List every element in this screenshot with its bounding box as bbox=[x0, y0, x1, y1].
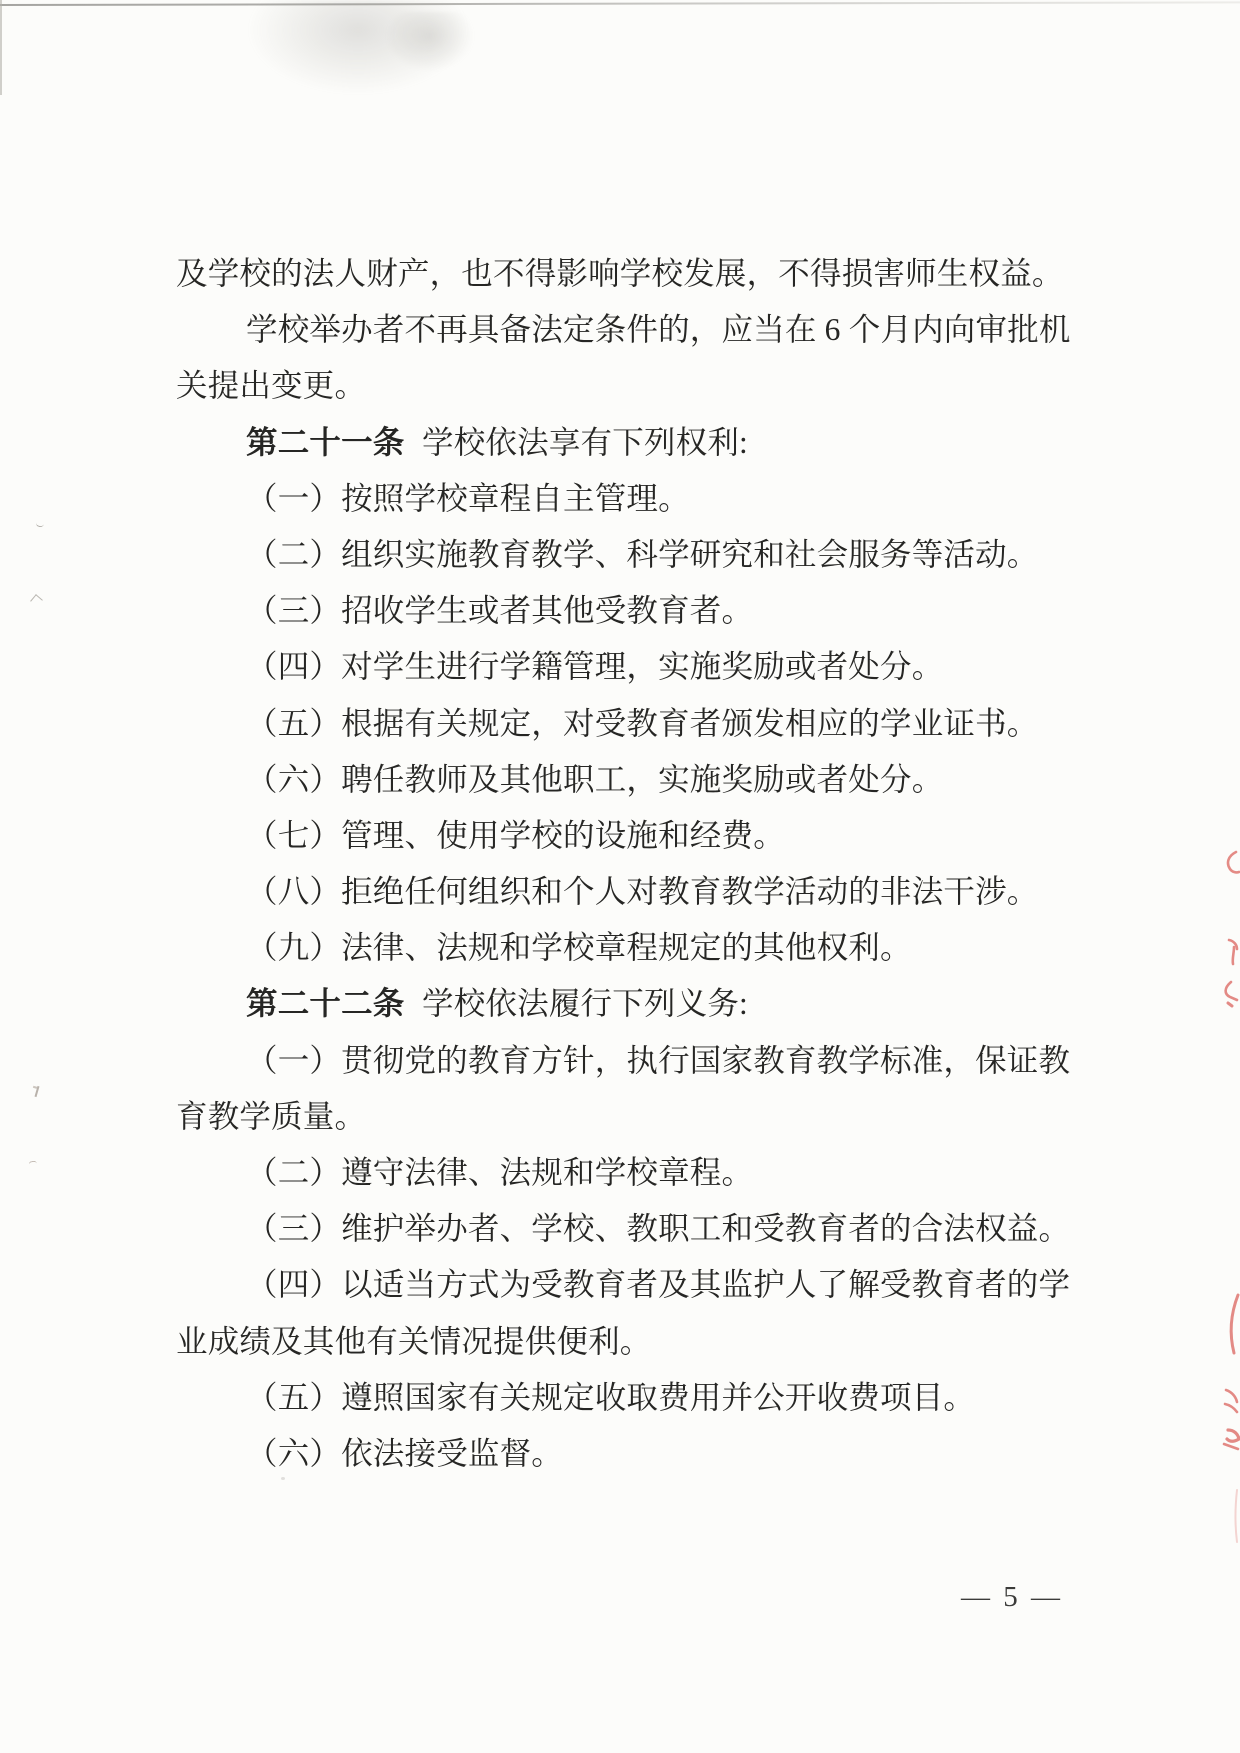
line-text: （一）按照学校章程自主管理。 bbox=[246, 480, 690, 516]
list-item bbox=[176, 920, 1076, 976]
list-item bbox=[176, 527, 1076, 583]
red-ink-fragments bbox=[1214, 840, 1240, 1620]
line-text: （三）维护举办者、学校、教职工和受教育者的合法权益。 bbox=[246, 1211, 1071, 1247]
text-line bbox=[176, 1089, 1076, 1145]
line-text: （一）贯彻党的教育方针，执行国家教育教学标准，保证教 bbox=[246, 1042, 1071, 1078]
line-text: 及学校的法人财产，也不得影响学校发展，不得损害师生权益。 bbox=[176, 256, 1064, 291]
line-text: 学校举办者不再具备法定条件的，应当在 6 个月内向审批机 bbox=[246, 312, 1071, 348]
article-number: 第二十二条 bbox=[246, 986, 405, 1022]
line-text: （四）以适当方式为受教育者及其监护人了解受教育者的学 bbox=[246, 1267, 1071, 1303]
list-item bbox=[176, 696, 1076, 752]
line-text: （四）对学生进行学籍管理，实施奖励或者处分。 bbox=[246, 649, 944, 685]
line-text: （二）遵守法律、法规和学校章程。 bbox=[246, 1155, 754, 1190]
text-line bbox=[176, 1314, 1076, 1370]
line-text: （五）遵照国家有关规定收取费用并公开收费项目。 bbox=[246, 1379, 976, 1415]
line-text: 育教学质量。 bbox=[176, 1098, 367, 1134]
list-item bbox=[176, 639, 1076, 695]
list-item bbox=[176, 583, 1076, 639]
article-heading-line bbox=[176, 415, 1076, 471]
line-text: （五）根据有关规定，对受教育者颁发相应的学业证书。 bbox=[246, 705, 1039, 741]
list-item bbox=[176, 1201, 1076, 1257]
line-text: （三）招收学生或者其他受教育者。 bbox=[246, 593, 754, 629]
line-text: 关提出变更。 bbox=[176, 368, 367, 404]
text-line bbox=[176, 302, 1076, 358]
list-item bbox=[176, 1257, 1076, 1313]
list-item bbox=[176, 1033, 1076, 1089]
scan-edge-line bbox=[0, 0, 2, 95]
list-item bbox=[176, 471, 1076, 527]
list-item bbox=[176, 1145, 1076, 1201]
document-body bbox=[176, 246, 1076, 1482]
line-text: （九）法律、法规和学校章程规定的其他权利。 bbox=[246, 930, 912, 966]
page-number: — 5 — bbox=[961, 1581, 1063, 1613]
scan-edge-line bbox=[0, 1, 1240, 6]
line-text: 学校依法享有下列权利: bbox=[413, 424, 748, 460]
scan-speck bbox=[30, 594, 43, 607]
list-item bbox=[176, 1426, 1076, 1482]
article-heading-line bbox=[176, 976, 1076, 1032]
line-text: 学校依法履行下列义务: bbox=[413, 986, 748, 1022]
text-line bbox=[176, 246, 1076, 302]
article-number: 第二十一条 bbox=[246, 424, 405, 460]
line-text: （六）依法接受监督。 bbox=[246, 1435, 564, 1471]
scan-speck bbox=[35, 519, 44, 527]
scan-speck bbox=[28, 1160, 37, 1169]
list-item bbox=[176, 864, 1076, 920]
scan-smudge bbox=[385, 12, 475, 72]
line-text: （六）聘任教师及其他职工，实施奖励或者处分。 bbox=[246, 761, 944, 797]
list-item bbox=[176, 752, 1076, 808]
line-text: 业成绩及其他有关情况提供便利。 bbox=[176, 1323, 652, 1359]
line-text: （二）组织实施教育教学、科学研究和社会服务等活动。 bbox=[246, 536, 1039, 572]
line-text: （七）管理、使用学校的设施和经费。 bbox=[246, 817, 785, 853]
text-line bbox=[176, 358, 1076, 414]
list-item bbox=[176, 1370, 1076, 1426]
line-text: （八）拒绝任何组织和个人对教育教学活动的非法干涉。 bbox=[246, 874, 1039, 910]
list-item bbox=[176, 808, 1076, 864]
scan-speck bbox=[35, 1086, 40, 1097]
